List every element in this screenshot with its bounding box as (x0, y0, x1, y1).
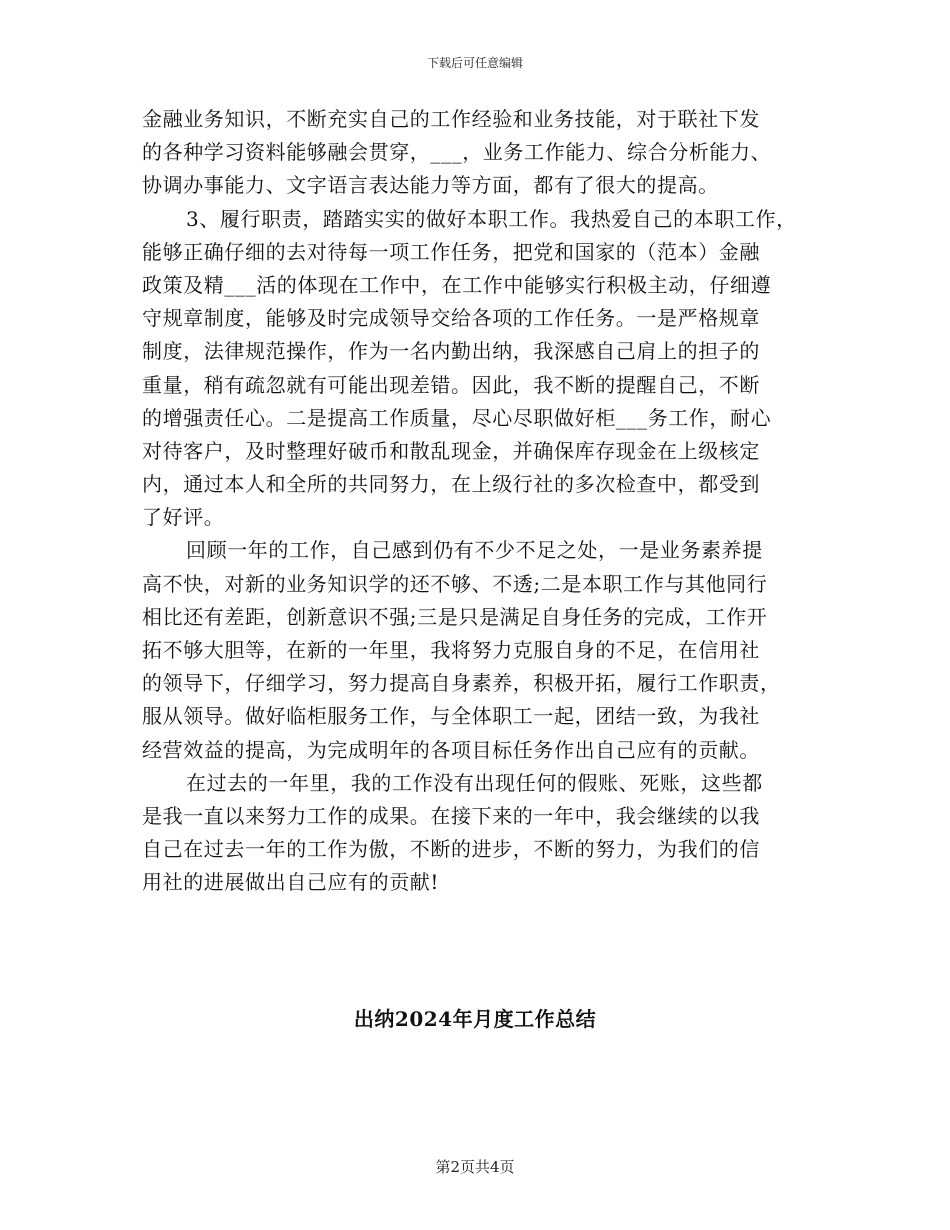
page-header: 下载后可任意编辑 (426, 56, 523, 70)
page-number: 第2页共4页 (435, 1158, 515, 1176)
paragraph-start-line: 在过去的一年里，我的工作没有出现任何的假账、死账，这些都 (186, 770, 763, 795)
paragraph-start-line: 回顾一年的工作，自己感到仍有不少不足之处，一是业务素养提 (186, 538, 763, 563)
body-line: 是我一直以来努力工作的成果。在接下来的一年中，我会继续的以我 (142, 803, 760, 828)
body-line: 经营效益的提高，为完成明年的各项目标任务作出自己应有的贡献。 (142, 737, 760, 762)
paragraph-start-line: 3、履行职责，踏踏实实的做好本职工作。我热爱自己的本职工作， (186, 206, 797, 231)
body-line: 制度，法律规范操作，作为一名内勤出纳，我深感自己肩上的担子的 (142, 339, 760, 364)
document-body (142, 103, 822, 900)
body-line: 的领导下，仔细学习，努力提高自身素养，积极开拓，履行工作职责， (142, 671, 781, 696)
body-line: 相比还有差距，创新意识不强;三是只是满足自身任务的完成，工作开 (142, 604, 768, 629)
body-line: 内，通过本人和全所的共同努力，在上级行社的多次检查中，都受到 (142, 472, 760, 497)
body-line: 拓不够大胆等，在新的一年里，我将努力克服自身的不足，在信用社 (142, 638, 760, 662)
section-title: 出纳2024年月度工作总结 (353, 1007, 597, 1031)
body-line: 对待客户，及时整理好破币和散乱现金，并确保库存现金在上级核定 (142, 438, 760, 463)
body-line: 用社的进展做出自己应有的贡献! (142, 870, 440, 895)
body-line: 协调办事能力、文字语言表达能力等方面，都有了很大的提高。 (142, 173, 719, 198)
body-line: 的增强责任心。二是提高工作质量，尽心尽职做好柜___务工作，耐心 (142, 405, 772, 430)
body-line: 重量，稍有疏忽就有可能出现差错。因此，我不断的提醒自己，不断 (142, 372, 760, 397)
body-line: 的各种学习资料能够融会贯穿，___，业务工作能力、综合分析能力、 (142, 140, 772, 165)
body-line: 金融业务知识，不断充实自己的工作经验和业务技能，对于联社下发 (142, 107, 760, 131)
body-line: 能够正确仔细的去对待每一项工作任务，把党和国家的（范本）金融 (142, 239, 760, 264)
body-line: 了好评。 (142, 505, 225, 530)
body-line: 高不快，对新的业务知识学的还不够、不透;二是本职工作与其他同行 (142, 571, 768, 596)
body-line: 服从领导。做好临柜服务工作，与全体职工一起，团结一致，为我社 (142, 704, 760, 729)
body-line: 自己在过去一年的工作为傲，不断的进步，不断的努力，为我们的信 (142, 837, 760, 862)
body-line: 守规章制度，能够及时完成领导交给各项的工作任务。一是严格规章 (142, 306, 760, 331)
body-line: 政策及精___活的体现在工作中，在工作中能够实行积极主动，仔细遵 (142, 272, 772, 297)
